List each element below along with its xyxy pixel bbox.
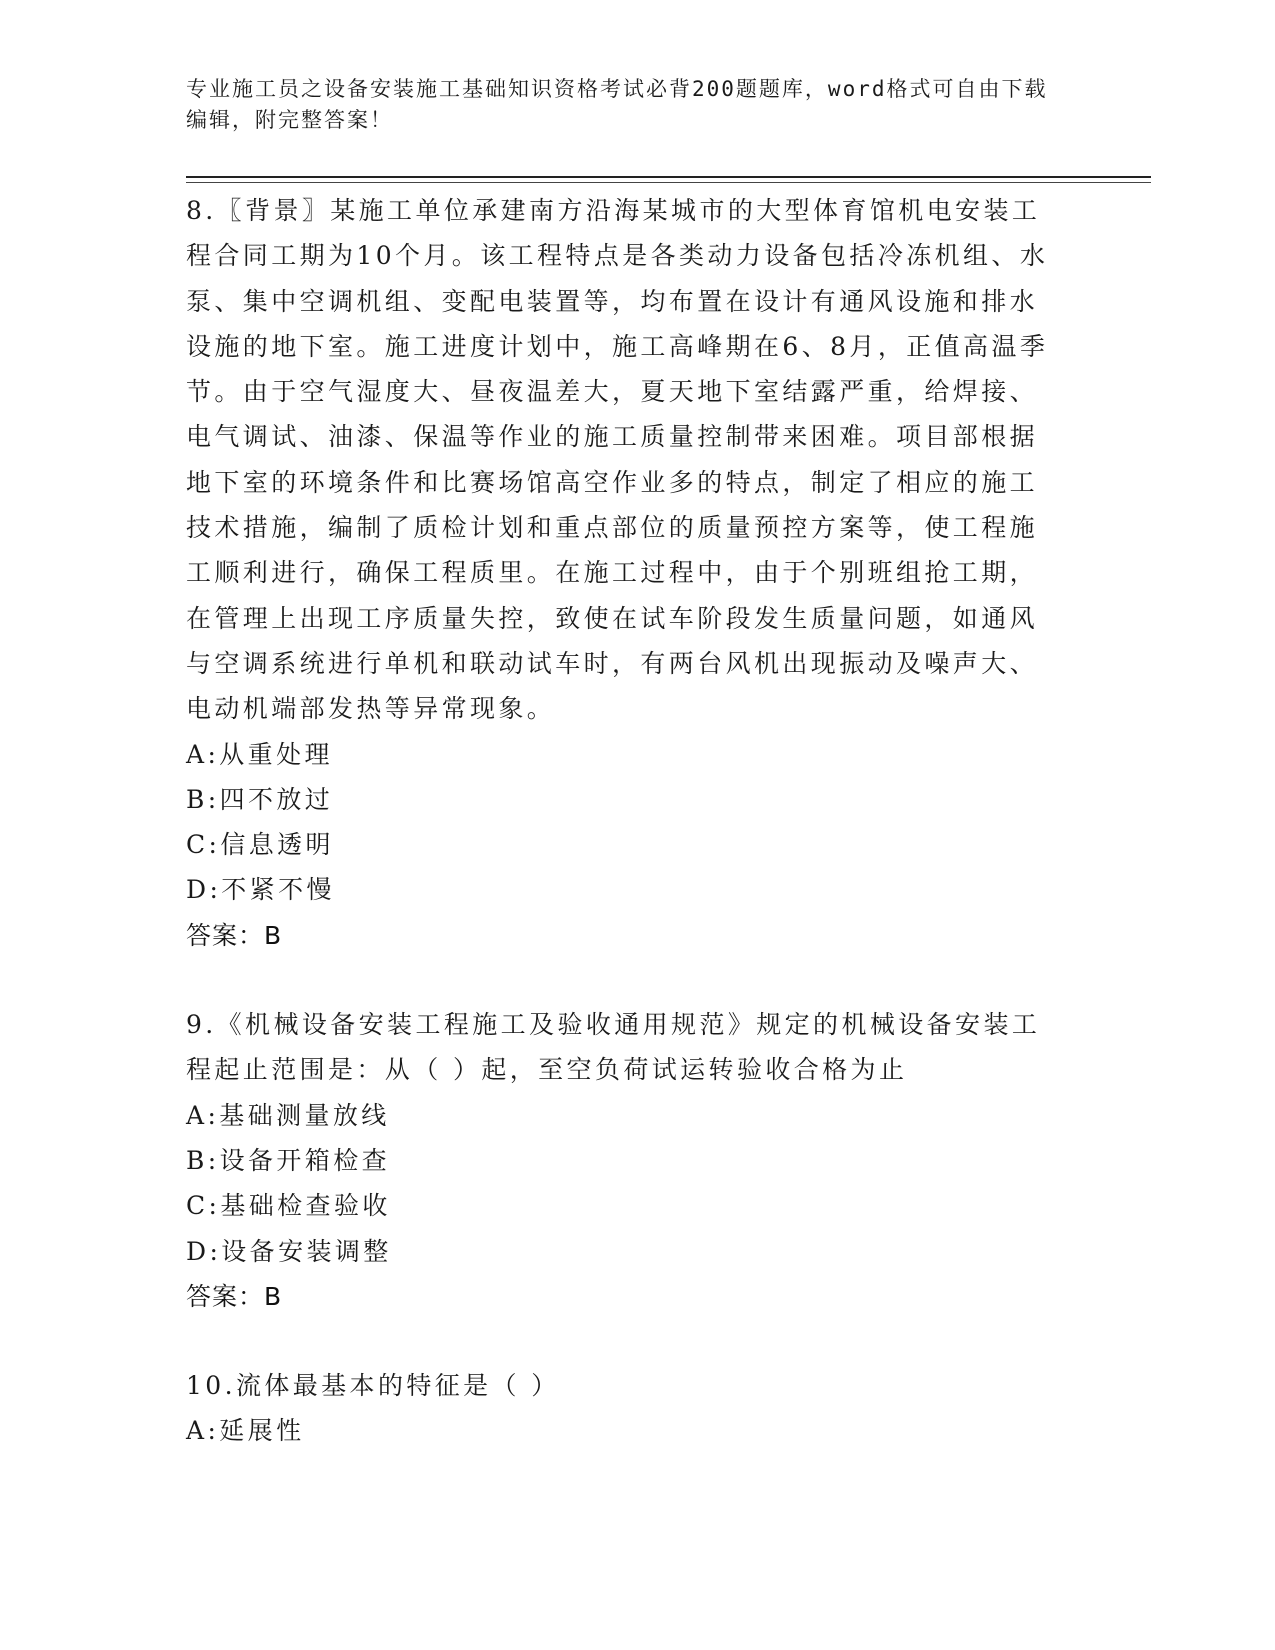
option-b: B:设备开箱检查: [186, 1145, 390, 1175]
option-d: D:设备安装调整: [186, 1236, 392, 1266]
spacer: [186, 958, 1066, 1002]
question-block: [186, 1363, 1066, 1454]
spacer: [186, 1319, 1066, 1363]
question-list: [186, 188, 1066, 1454]
question-block: [186, 1002, 1066, 1319]
option-c: C:基础检查验收: [186, 1191, 391, 1221]
option-a: A:基础测量放线: [186, 1100, 390, 1130]
option-c: C:信息透明: [186, 830, 334, 860]
header-divider-thick: [186, 176, 1151, 178]
option-a: A:延展性: [186, 1416, 305, 1446]
option-a: A:从重处理: [186, 739, 333, 769]
answer: 答案：B: [186, 1281, 283, 1311]
option-b: B:四不放过: [186, 784, 334, 814]
question-text: 9.《机械设备安装工程施工及验收通用规范》规定的机械设备安装工程起止范围是：从（ ）起，至空负荷试运转验收合格为止: [186, 1010, 1041, 1085]
answer: 答案：B: [186, 920, 283, 950]
question-text: 10.流体最基本的特征是（ ）: [186, 1371, 560, 1401]
question-text: 8.〖背景〗某施工单位承建南方沿海某城市的大型体育馆机电安装工程合同工期为10个月。该工程特点是各类动力设备包括冷冻机组、水泵、集中空调机组、变配电装置等，均布置在设计有通风设施和排水设施的地下室。施工进度计划中，施工高峰期在6、8月，正值高温季节。由于空气湿度大、昼夜温差大，夏天地下室结露严重，给焊接、电气调试、油漆、保温等作业的施工质量控制带来困难。项目部根据地下室的环境条件和比赛场馆高空作业多的特点，制定了相应的施工技术措施，编制了质检计划和重点部位的质量预控方案等，使工程施工顺利进行，确保工程质里。在施工过程中，由于个别班组抢工期，在管理上出现工序质量失控，致使在试车阶段发生质量问题，如通风与空调系统进行单机和联动试车时，有两台风机出现振动及噪声大、电动机端部发热等异常现象。: [186, 196, 1049, 724]
question-block: [186, 188, 1066, 958]
document-header: 专业施工员之设备安装施工基础知识资格考试必背200题题库，word格式可自由下载编辑，附完整答案！: [186, 77, 1048, 132]
header-divider-thin: [186, 182, 1151, 183]
option-d: D:不紧不慢: [186, 875, 335, 905]
